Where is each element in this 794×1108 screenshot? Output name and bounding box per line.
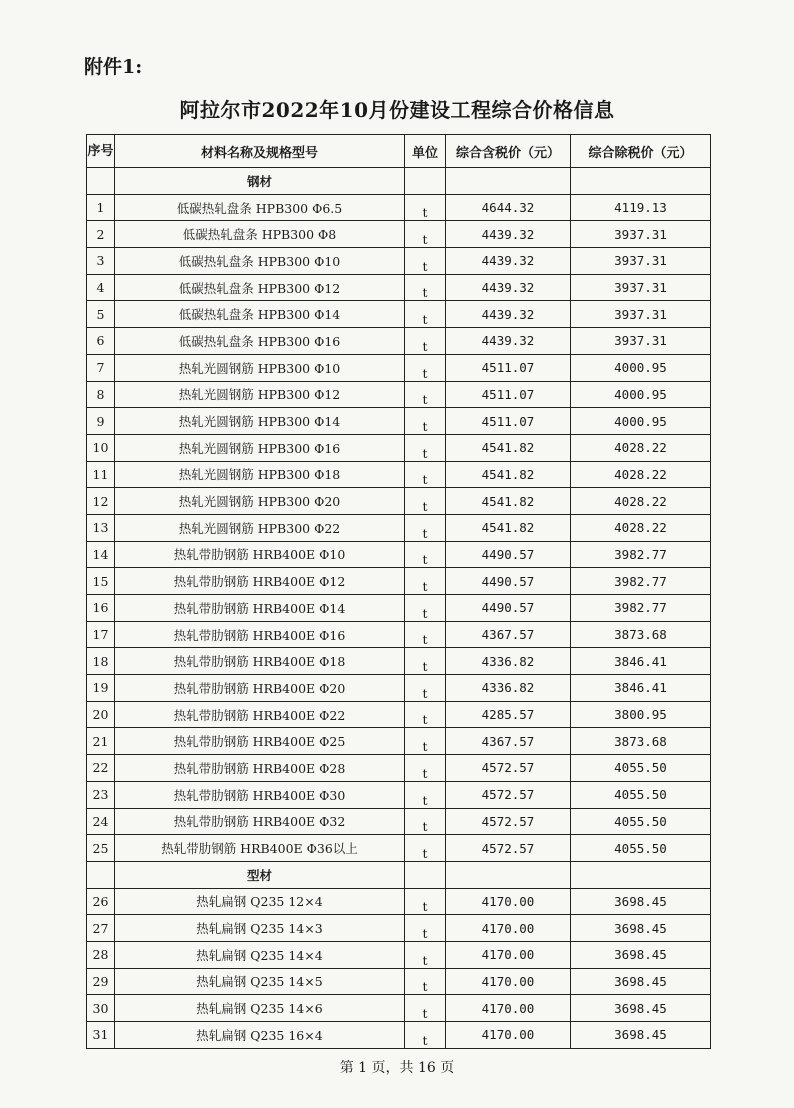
row-material-name: 热轧带肋钢筋 HRB400E Φ20 xyxy=(115,675,405,702)
row-material-name: 热轧带肋钢筋 HRB400E Φ32 xyxy=(115,808,405,835)
row-price-notax: 4000.95 xyxy=(571,408,711,435)
row-seq: 30 xyxy=(87,995,115,1022)
row-price-notax: 3698.45 xyxy=(571,941,711,968)
row-seq: 15 xyxy=(87,568,115,595)
table-row xyxy=(87,381,711,408)
row-price-tax: 4541.82 xyxy=(446,514,571,541)
row-unit: t xyxy=(405,434,446,461)
row-seq: 4 xyxy=(87,274,115,301)
row-price-notax: 4055.50 xyxy=(571,755,711,782)
row-seq: 18 xyxy=(87,648,115,675)
price-table xyxy=(86,134,711,1049)
row-price-tax: 4572.57 xyxy=(446,835,571,862)
row-material-name: 低碳热轧盘条 HPB300 Φ12 xyxy=(115,274,405,301)
row-material-name: 热轧光圆钢筋 HPB300 Φ22 xyxy=(115,514,405,541)
row-price-notax: 4119.13 xyxy=(571,194,711,221)
table-row xyxy=(87,514,711,541)
row-unit: t xyxy=(405,248,446,275)
row-price-notax: 3937.31 xyxy=(571,221,711,248)
row-material-name: 热轧带肋钢筋 HRB400E Φ22 xyxy=(115,701,405,728)
row-seq: 26 xyxy=(87,888,115,915)
row-price-notax: 4000.95 xyxy=(571,354,711,381)
row-seq: 8 xyxy=(87,381,115,408)
row-seq: 28 xyxy=(87,941,115,968)
header-seq: 序号 xyxy=(87,135,115,168)
row-unit: t xyxy=(405,995,446,1022)
row-price-notax: 4028.22 xyxy=(571,461,711,488)
row-price-tax: 4541.82 xyxy=(446,434,571,461)
row-price-notax: 3937.31 xyxy=(571,248,711,275)
row-material-name: 低碳热轧盘条 HPB300 Φ14 xyxy=(115,301,405,328)
row-material-name: 热轧光圆钢筋 HPB300 Φ12 xyxy=(115,381,405,408)
row-price-tax: 4511.07 xyxy=(446,408,571,435)
row-price-tax: 4170.00 xyxy=(446,1022,571,1049)
row-unit: t xyxy=(405,968,446,995)
table-row xyxy=(87,194,711,221)
table-row xyxy=(87,621,711,648)
header-name: 材料名称及规格型号 xyxy=(115,135,405,168)
row-price-notax: 4028.22 xyxy=(571,488,711,515)
row-material-name: 热轧扁钢 Q235 14×5 xyxy=(115,968,405,995)
row-material-name: 热轧带肋钢筋 HRB400E Φ16 xyxy=(115,621,405,648)
category-notax-cell xyxy=(571,861,711,888)
table-row xyxy=(87,541,711,568)
table-row xyxy=(87,461,711,488)
row-seq: 14 xyxy=(87,541,115,568)
row-price-notax: 3698.45 xyxy=(571,888,711,915)
row-unit: t xyxy=(405,888,446,915)
row-unit: t xyxy=(405,408,446,435)
row-price-tax: 4490.57 xyxy=(446,568,571,595)
row-seq: 20 xyxy=(87,701,115,728)
row-seq: 27 xyxy=(87,915,115,942)
table-row xyxy=(87,221,711,248)
table-body xyxy=(87,168,711,1049)
table-row xyxy=(87,675,711,702)
row-seq: 1 xyxy=(87,194,115,221)
row-material-name: 热轧带肋钢筋 HRB400E Φ14 xyxy=(115,595,405,622)
header-price-tax: 综合含税价（元） xyxy=(446,135,571,168)
row-material-name: 热轧扁钢 Q235 12×4 xyxy=(115,888,405,915)
row-seq: 10 xyxy=(87,434,115,461)
header-price-notax: 综合除税价（元） xyxy=(571,135,711,168)
row-unit: t xyxy=(405,488,446,515)
row-price-tax: 4336.82 xyxy=(446,675,571,702)
row-unit: t xyxy=(405,1022,446,1049)
table-row xyxy=(87,888,711,915)
row-seq: 2 xyxy=(87,221,115,248)
row-unit: t xyxy=(405,835,446,862)
table-row xyxy=(87,434,711,461)
category-notax-cell xyxy=(571,168,711,195)
row-price-notax: 3698.45 xyxy=(571,995,711,1022)
row-price-notax: 3873.68 xyxy=(571,728,711,755)
attachment-label: 附件1: xyxy=(84,56,143,78)
row-material-name: 热轧扁钢 Q235 14×3 xyxy=(115,915,405,942)
category-row xyxy=(87,861,711,888)
row-price-notax: 4055.50 xyxy=(571,808,711,835)
row-seq: 11 xyxy=(87,461,115,488)
row-seq: 9 xyxy=(87,408,115,435)
table-row xyxy=(87,728,711,755)
table-row xyxy=(87,328,711,355)
category-row xyxy=(87,168,711,195)
row-seq: 16 xyxy=(87,595,115,622)
row-price-tax: 4490.57 xyxy=(446,541,571,568)
row-seq: 31 xyxy=(87,1022,115,1049)
row-price-tax: 4367.57 xyxy=(446,728,571,755)
page-footer: 第 1 页，共 16 页 xyxy=(339,1060,455,1076)
row-unit: t xyxy=(405,541,446,568)
table-row xyxy=(87,1022,711,1049)
table-row xyxy=(87,808,711,835)
row-price-tax: 4490.57 xyxy=(446,595,571,622)
row-unit: t xyxy=(405,221,446,248)
table-row xyxy=(87,915,711,942)
row-seq: 22 xyxy=(87,755,115,782)
row-price-tax: 4367.57 xyxy=(446,621,571,648)
row-price-notax: 4055.50 xyxy=(571,835,711,862)
row-seq: 13 xyxy=(87,514,115,541)
row-unit: t xyxy=(405,301,446,328)
row-price-notax: 3698.45 xyxy=(571,968,711,995)
row-price-notax: 3846.41 xyxy=(571,675,711,702)
row-unit: t xyxy=(405,728,446,755)
row-material-name: 热轧带肋钢筋 HRB400E Φ30 xyxy=(115,781,405,808)
table-row xyxy=(87,301,711,328)
table-row xyxy=(87,968,711,995)
row-material-name: 热轧带肋钢筋 HRB400E Φ18 xyxy=(115,648,405,675)
row-price-tax: 4170.00 xyxy=(446,915,571,942)
row-price-tax: 4439.32 xyxy=(446,301,571,328)
row-unit: t xyxy=(405,915,446,942)
row-unit: t xyxy=(405,461,446,488)
category-seq-cell xyxy=(87,168,115,195)
row-seq: 3 xyxy=(87,248,115,275)
row-seq: 12 xyxy=(87,488,115,515)
row-material-name: 热轧带肋钢筋 HRB400E Φ28 xyxy=(115,755,405,782)
row-price-notax: 3982.77 xyxy=(571,595,711,622)
row-price-tax: 4170.00 xyxy=(446,995,571,1022)
row-price-notax: 3982.77 xyxy=(571,568,711,595)
row-price-tax: 4511.07 xyxy=(446,381,571,408)
category-seq-cell xyxy=(87,861,115,888)
category-label: 钢材 xyxy=(115,168,405,195)
table-row xyxy=(87,595,711,622)
row-material-name: 低碳热轧盘条 HPB300 Φ10 xyxy=(115,248,405,275)
category-tax-cell xyxy=(446,168,571,195)
row-price-notax: 3982.77 xyxy=(571,541,711,568)
row-material-name: 热轧带肋钢筋 HRB400E Φ25 xyxy=(115,728,405,755)
table-row xyxy=(87,488,711,515)
row-material-name: 热轧光圆钢筋 HPB300 Φ14 xyxy=(115,408,405,435)
row-seq: 6 xyxy=(87,328,115,355)
row-price-tax: 4336.82 xyxy=(446,648,571,675)
category-unit-cell xyxy=(405,168,446,195)
table-row xyxy=(87,274,711,301)
row-material-name: 热轧带肋钢筋 HRB400E Φ12 xyxy=(115,568,405,595)
row-price-notax: 4000.95 xyxy=(571,381,711,408)
row-unit: t xyxy=(405,354,446,381)
row-price-tax: 4170.00 xyxy=(446,968,571,995)
row-price-tax: 4541.82 xyxy=(446,461,571,488)
row-unit: t xyxy=(405,568,446,595)
row-price-tax: 4572.57 xyxy=(446,781,571,808)
row-price-notax: 3846.41 xyxy=(571,648,711,675)
row-seq: 5 xyxy=(87,301,115,328)
row-price-notax: 4028.22 xyxy=(571,434,711,461)
table-row xyxy=(87,755,711,782)
row-unit: t xyxy=(405,381,446,408)
row-unit: t xyxy=(405,808,446,835)
row-unit: t xyxy=(405,675,446,702)
row-material-name: 热轧扁钢 Q235 14×4 xyxy=(115,941,405,968)
row-price-tax: 4439.32 xyxy=(446,221,571,248)
row-price-notax: 4028.22 xyxy=(571,514,711,541)
table-row xyxy=(87,248,711,275)
row-unit: t xyxy=(405,274,446,301)
table-row xyxy=(87,408,711,435)
row-seq: 17 xyxy=(87,621,115,648)
row-price-notax: 3873.68 xyxy=(571,621,711,648)
table-row xyxy=(87,781,711,808)
row-seq: 7 xyxy=(87,354,115,381)
row-price-tax: 4285.57 xyxy=(446,701,571,728)
row-material-name: 热轧带肋钢筋 HRB400E Φ10 xyxy=(115,541,405,568)
row-unit: t xyxy=(405,701,446,728)
row-material-name: 热轧光圆钢筋 HPB300 Φ18 xyxy=(115,461,405,488)
row-price-notax: 3698.45 xyxy=(571,1022,711,1049)
row-price-notax: 3937.31 xyxy=(571,328,711,355)
row-price-tax: 4170.00 xyxy=(446,888,571,915)
row-material-name: 热轧扁钢 Q235 16×4 xyxy=(115,1022,405,1049)
row-price-tax: 4439.32 xyxy=(446,274,571,301)
row-material-name: 热轧带肋钢筋 HRB400E Φ36以上 xyxy=(115,835,405,862)
row-unit: t xyxy=(405,755,446,782)
category-tax-cell xyxy=(446,861,571,888)
row-unit: t xyxy=(405,621,446,648)
row-price-notax: 3800.95 xyxy=(571,701,711,728)
row-seq: 21 xyxy=(87,728,115,755)
category-unit-cell xyxy=(405,861,446,888)
table-row xyxy=(87,835,711,862)
row-material-name: 低碳热轧盘条 HPB300 Φ8 xyxy=(115,221,405,248)
row-price-tax: 4572.57 xyxy=(446,808,571,835)
row-material-name: 热轧光圆钢筋 HPB300 Φ16 xyxy=(115,434,405,461)
row-price-tax: 4439.32 xyxy=(446,328,571,355)
row-seq: 24 xyxy=(87,808,115,835)
row-price-tax: 4541.82 xyxy=(446,488,571,515)
row-unit: t xyxy=(405,595,446,622)
row-seq: 29 xyxy=(87,968,115,995)
row-price-notax: 4055.50 xyxy=(571,781,711,808)
row-material-name: 低碳热轧盘条 HPB300 Φ16 xyxy=(115,328,405,355)
row-unit: t xyxy=(405,328,446,355)
category-label: 型材 xyxy=(115,861,405,888)
row-unit: t xyxy=(405,941,446,968)
row-price-notax: 3698.45 xyxy=(571,915,711,942)
row-price-notax: 3937.31 xyxy=(571,301,711,328)
row-price-tax: 4511.07 xyxy=(446,354,571,381)
row-seq: 19 xyxy=(87,675,115,702)
table-row xyxy=(87,995,711,1022)
row-price-notax: 3937.31 xyxy=(571,274,711,301)
table-header-row xyxy=(87,135,711,168)
row-unit: t xyxy=(405,514,446,541)
page-title: 阿拉尔市2022年10月份建设工程综合价格信息 xyxy=(179,98,615,122)
row-material-name: 低碳热轧盘条 HPB300 Φ6.5 xyxy=(115,194,405,221)
header-unit: 单位 xyxy=(405,135,446,168)
row-seq: 23 xyxy=(87,781,115,808)
row-unit: t xyxy=(405,194,446,221)
row-unit: t xyxy=(405,648,446,675)
table-row xyxy=(87,354,711,381)
row-unit: t xyxy=(405,781,446,808)
table-row xyxy=(87,648,711,675)
row-price-tax: 4644.32 xyxy=(446,194,571,221)
row-material-name: 热轧扁钢 Q235 14×6 xyxy=(115,995,405,1022)
row-seq: 25 xyxy=(87,835,115,862)
row-material-name: 热轧光圆钢筋 HPB300 Φ10 xyxy=(115,354,405,381)
table-row xyxy=(87,941,711,968)
row-material-name: 热轧光圆钢筋 HPB300 Φ20 xyxy=(115,488,405,515)
row-price-tax: 4439.32 xyxy=(446,248,571,275)
row-price-tax: 4170.00 xyxy=(446,941,571,968)
table-row xyxy=(87,701,711,728)
row-price-tax: 4572.57 xyxy=(446,755,571,782)
table-row xyxy=(87,568,711,595)
